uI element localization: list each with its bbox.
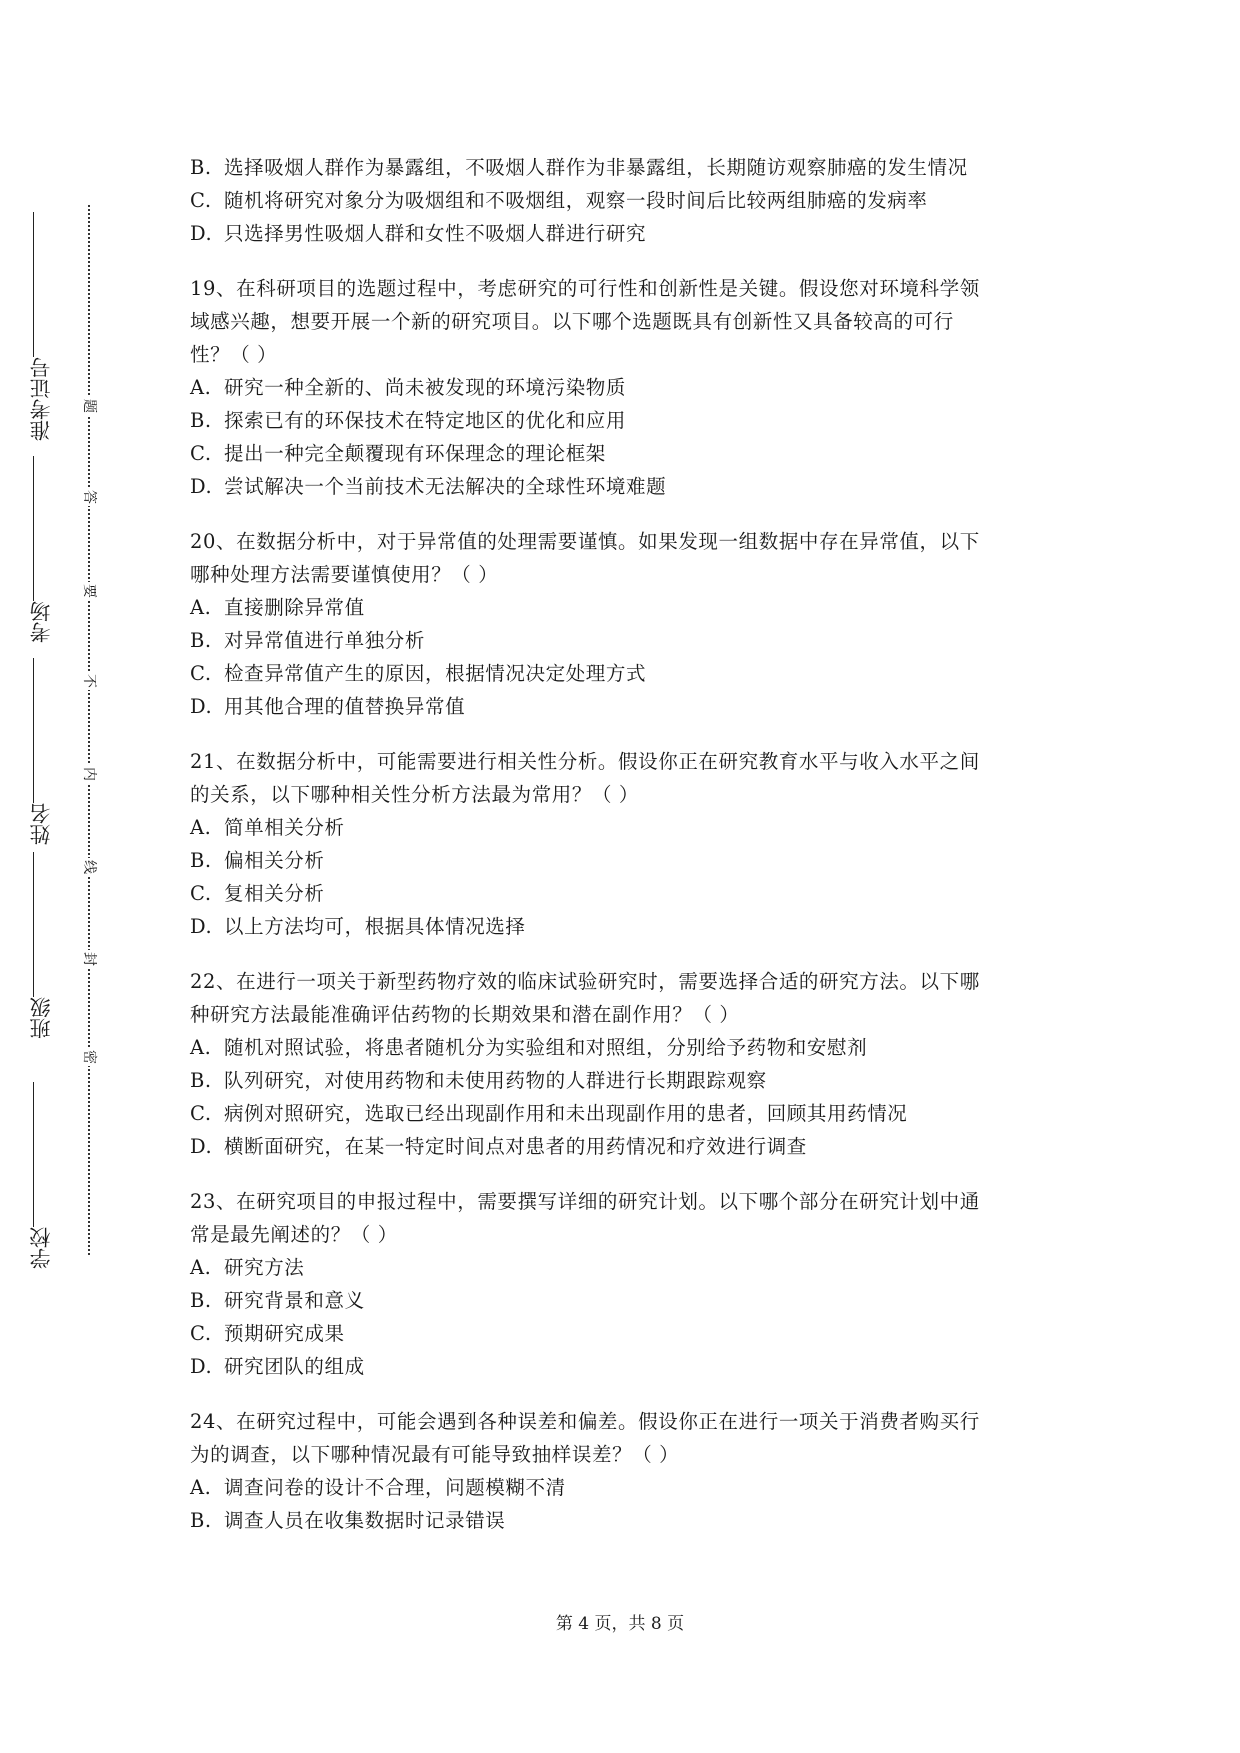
class-field[interactable] [24,852,58,1039]
class-blank[interactable] [33,852,34,997]
option-d[interactable]: D. 横断面研究，在某一特定时间点对患者的用药情况和疗效进行调查 [190,1135,807,1158]
question-19 [190,272,1060,503]
question-content [190,151,1060,1537]
admission-number-label: 准考证号 [29,357,53,441]
exam-room-field[interactable] [24,456,58,643]
cut-char: 答 [81,490,97,504]
exam-room-label: 考场 [29,601,53,643]
question-23 [190,1185,1060,1383]
option-d[interactable]: D. 研究团队的组成 [190,1355,365,1378]
option-d[interactable]: D. 以上方法均可，根据具体情况选择 [190,915,526,938]
option-b[interactable]: B. 队列研究，对使用药物和未使用药物的人群进行长期跟踪观察 [190,1069,767,1092]
option-c[interactable]: C. 预期研究成果 [190,1322,345,1345]
option-d[interactable]: D. 用其他合理的值替换异常值 [190,695,466,718]
option-b[interactable]: B. 调查人员在收集数据时记录错误 [190,1509,506,1532]
question-stem: 19、在科研项目的选题过程中，考虑研究的可行性和创新性是关键。假设您对环境科学领 域感兴趣，想要开展一个新的研究项目。以下哪个选题既具有创新性又具备较高的可行 性？（ ） [190,277,980,366]
admission-number-field[interactable] [24,212,58,441]
name-label: 姓名 [29,803,53,845]
option-b[interactable]: B. 偏相关分析 [190,849,325,872]
admission-number-blank[interactable] [33,212,34,357]
class-label: 班级 [29,997,53,1039]
question-stem: 20、在数据分析中，对于异常值的处理需要谨慎。如果发现一组数据中存在异常值，以下 哪种处理方法需要谨慎使用？（ ） [190,530,980,586]
cut-char: 内 [81,767,97,781]
option-a[interactable]: A. 调查问卷的设计不合理，问题模糊不清 [190,1476,566,1499]
question-21 [190,745,1060,943]
option-c[interactable]: C. 随机将研究对象分为吸烟组和不吸烟组，观察一段时间后比较两组肺癌的发病率 [190,189,928,212]
option-a[interactable]: A. 研究方法 [190,1256,305,1279]
option-c[interactable]: C. 检查异常值产生的原因，根据情况决定处理方式 [190,662,647,685]
name-blank[interactable] [33,658,34,803]
cut-char: 封 [81,952,97,966]
school-blank[interactable] [33,1082,34,1227]
option-a[interactable]: A. 直接删除异常值 [190,596,365,619]
option-a[interactable]: A. 研究一种全新的、尚未被发现的环境污染物质 [190,376,627,399]
cut-char: 线 [81,860,97,874]
option-b[interactable]: B. 探索已有的环保技术在特定地区的优化和应用 [190,409,627,432]
question-22 [190,965,1060,1163]
option-d[interactable]: D. 只选择男性吸烟人群和女性不吸烟人群进行研究 [190,222,647,245]
option-b[interactable]: B. 对异常值进行单独分析 [190,629,426,652]
cut-char: 不 [81,674,97,688]
question-20 [190,525,1060,723]
page-number: 第 4 页，共 8 页 [555,1614,685,1634]
option-c[interactable]: C. 提出一种完全颠覆现有环保理念的理论框架 [190,442,606,465]
question-stem: 24、在研究过程中，可能会遇到各种误差和偏差。假设你正在进行一项关于消费者购买行 为的调查，以下哪种情况最有可能导致抽样误差？（ ） [190,1410,980,1466]
name-field[interactable] [24,658,58,845]
cut-char: 题 [81,399,97,413]
school-field[interactable] [24,1082,58,1269]
question-stem: 21、在数据分析中，可能需要进行相关性分析。假设你正在研究教育水平与收入水平之间 的关系，以下哪种相关性分析方法最为常用？（ ） [190,750,980,806]
cut-char: 要 [81,584,97,598]
option-c[interactable]: C. 病例对照研究，选取已经出现副作用和未出现副作用的患者，回顾其用药情况 [190,1102,908,1125]
question-24 [190,1405,1060,1537]
exam-room-blank[interactable] [33,456,34,601]
question-18-continuation [190,151,1060,250]
option-a[interactable]: A. 随机对照试验，将患者随机分为实验组和对照组，分别给予药物和安慰剂 [190,1036,868,1059]
seal-cut-line [88,205,90,1255]
option-c[interactable]: C. 复相关分析 [190,882,325,905]
option-b[interactable]: B. 研究背景和意义 [190,1289,365,1312]
option-d[interactable]: D. 尝试解决一个当前技术无法解决的全球性环境难题 [190,475,667,498]
option-a[interactable]: A. 简单相关分析 [190,816,345,839]
option-b[interactable]: B. 选择吸烟人群作为暴露组，不吸烟人群作为非暴露组，长期随访观察肺癌的发生情况 [190,156,968,179]
binding-margin [0,0,130,1753]
school-label: 学校 [29,1227,53,1269]
question-stem: 23、在研究项目的申报过程中，需要撰写详细的研究计划。以下哪个部分在研究计划中通 常是最先阐述的？（ ） [190,1190,980,1246]
question-stem: 22、在进行一项关于新型药物疗效的临床试验研究时，需要选择合适的研究方法。以下哪 种研究方法最能准确评估药物的长期效果和潜在副作用？（ ） [190,970,980,1026]
cut-char: 密 [81,1050,97,1064]
